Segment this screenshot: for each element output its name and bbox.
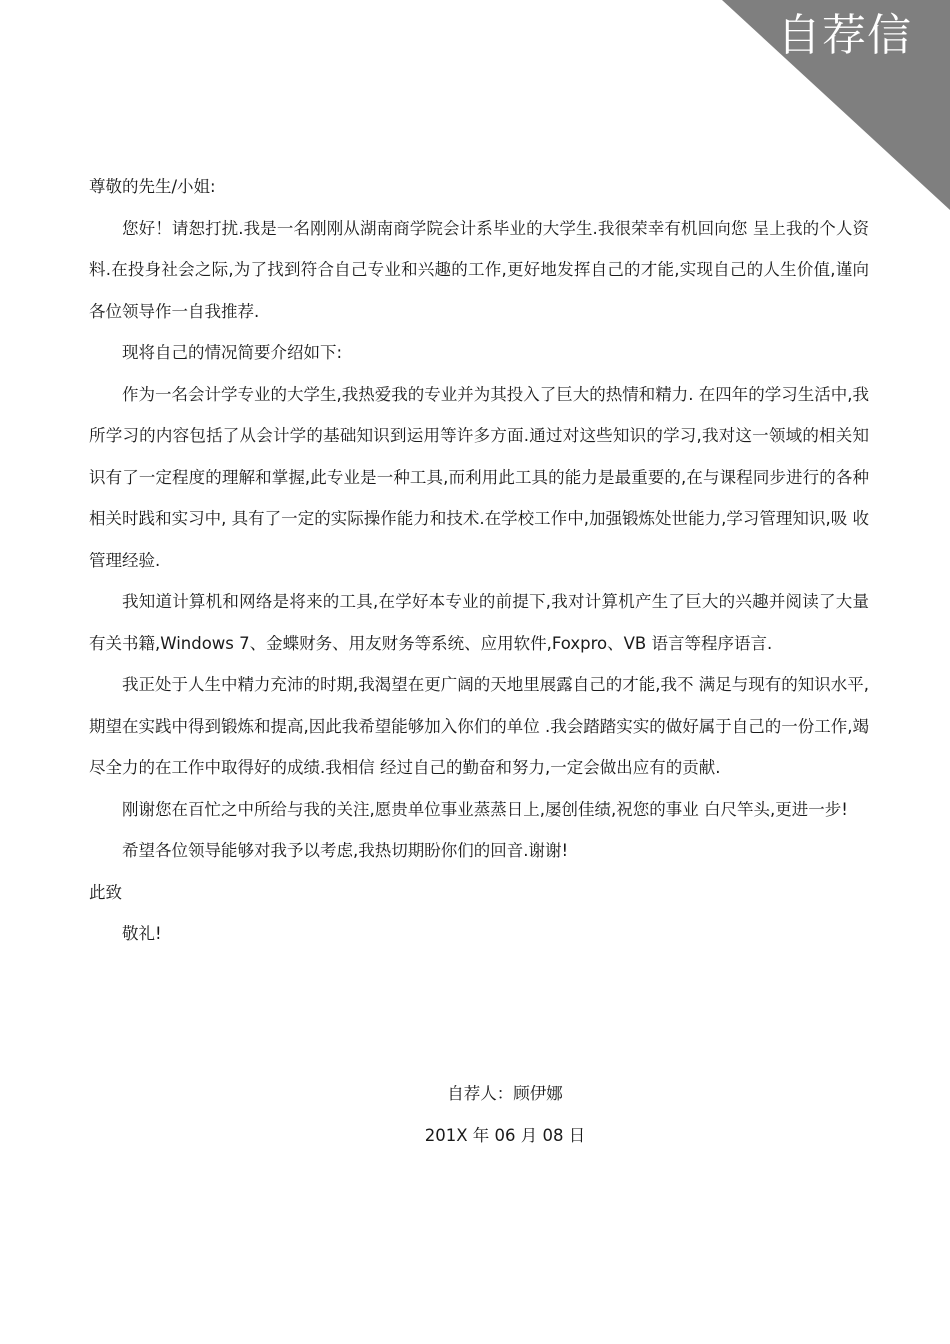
document-title: 自荐信 [777, 10, 912, 61]
signature-block [380, 1073, 630, 1156]
paragraph-study: 作为一名会计学专业的大学生,我热爱我的专业并为其投入了巨大的热情和精力. 在四年的学习生活中,我所学习的内容包括了从会计学的基础知识到运用等许多方面.通过对这些知识的学习,我对这一领域的相关知识有了一定程度的理解和掌握,此专业是一种工具,而利用此工具的能力是最重要的,在与课程同步进行的各种相关时践和实习中, 具有了一定的实际操作能力和技术.在学校工作中,加强锻炼处世能力,学习管理知识,吸 收管理经验. [89, 384, 869, 570]
paragraph-ambition: 我正处于人生中精力充沛的时期,我渴望在更广阔的天地里展露自己的才能,我不 满足与现有的知识水平,期望在实践中得到锻炼和提高,因此我希望能够加入你们的单位 .我会踏踏实实的做好属于自己的一份工作,竭尽全力的在工作中取得好的成绩.我相信 经过自己的勤奋和努力,一定会做出应有的贡献. [89, 675, 869, 777]
letter-body [89, 166, 869, 955]
signature-date: 201X 年 06 月 08 日 [424, 1125, 586, 1145]
salutation: 尊敬的先生/小姐: [89, 177, 216, 196]
closing: 此致 [89, 882, 122, 902]
regards: 敬礼! [122, 924, 162, 943]
paragraph-greeting: 您好！请恕打扰.我是一名刚刚从湖南商学院会计系毕业的大学生.我很荣幸有机回向您 呈上我的个人资料.在投身社会之际,为了找到符合自己专业和兴趣的工作,更好地发挥自己的才能,实现自己的人生价值,谨向各位领导作一自我推荐. [89, 218, 869, 321]
paragraph-thanks: 刚谢您在百忙之中所给与我的关注,愿贵单位事业蒸蒸日上,屡创佳绩,祝您的事业 白尺竿头,更进一步! [122, 799, 848, 819]
signer-name: 自荐人：顾伊娜 [447, 1084, 563, 1103]
paragraph-hope: 希望各位领导能够对我予以考虑,我热切期盼你们的回音.谢谢! [122, 841, 569, 860]
paragraph-computer: 我知道计算机和网络是将来的工具,在学好本专业的前提下,我对计算机产生了巨大的兴趣并阅读了大量有关书籍,Windows 7、金蝶财务、用友财务等系统、应用软件,Foxpro、VB 语言等程序语言. [89, 592, 869, 653]
paragraph-intro: 现将自己的情况简要介绍如下: [122, 343, 343, 362]
